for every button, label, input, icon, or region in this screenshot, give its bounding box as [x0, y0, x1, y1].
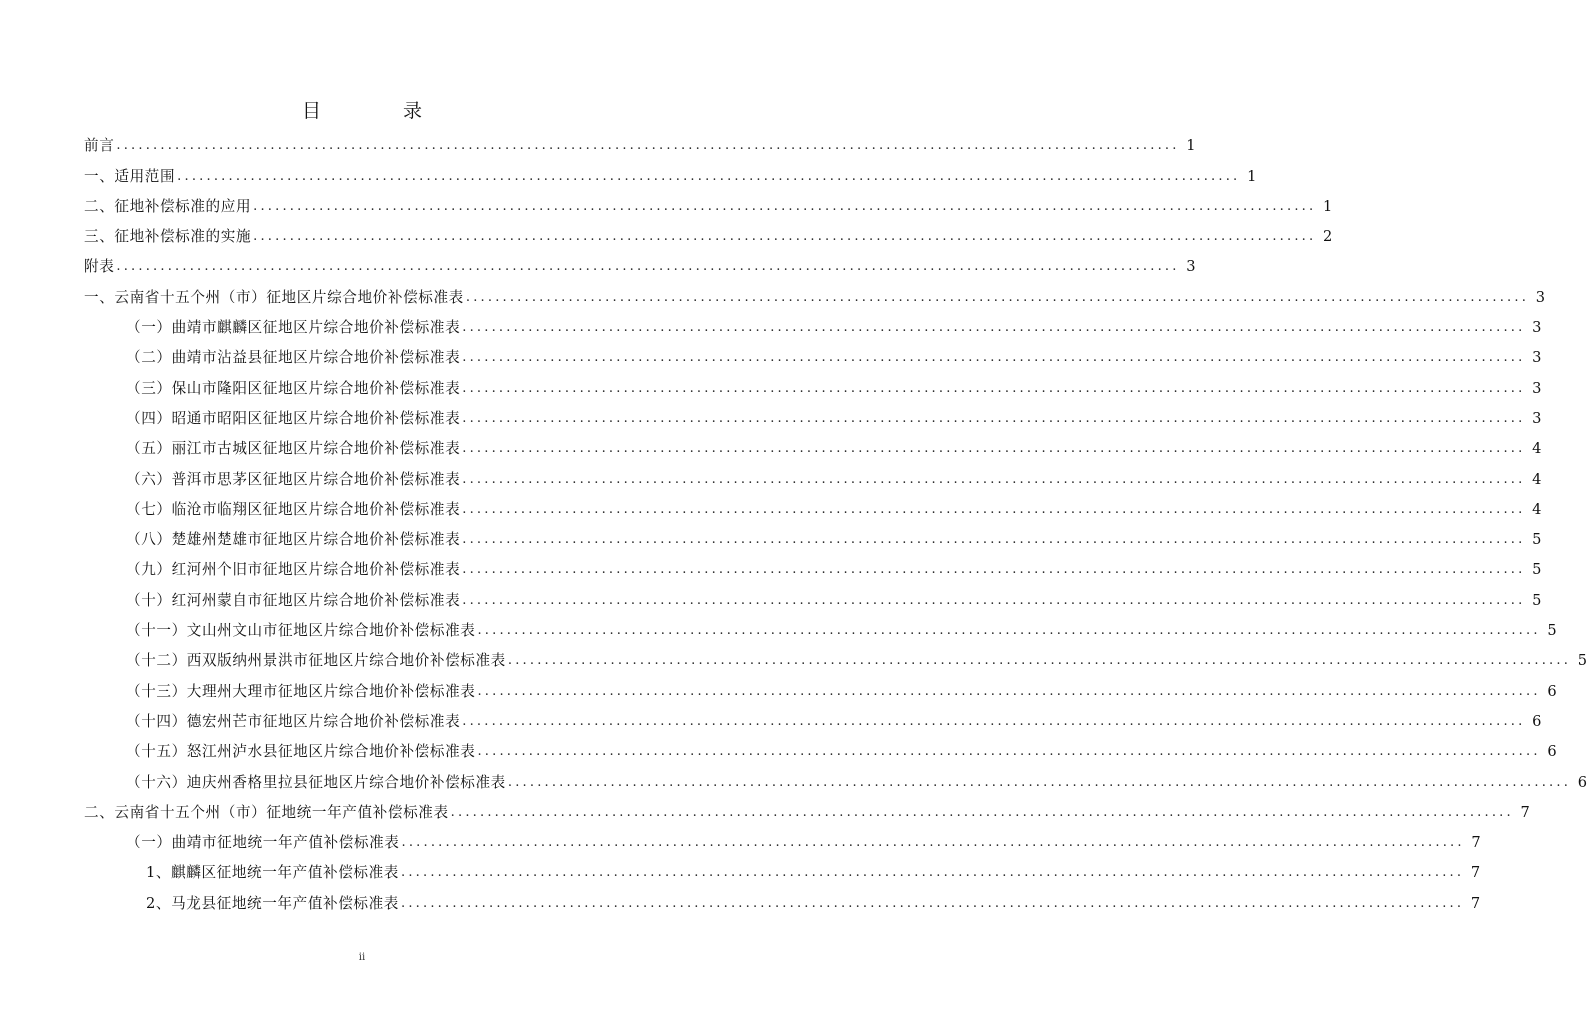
toc-dot-leader: .................................................................................................................................................: [401, 865, 1465, 881]
toc-entry[interactable]: [84, 702, 1542, 732]
toc-entry[interactable]: [84, 520, 1542, 550]
toc-dot-leader: .................................................................................................................................................: [401, 895, 1465, 911]
toc-entry-page-number: 5: [1577, 652, 1587, 670]
page-number-footer: ii: [358, 952, 366, 963]
toc-entry-page-number: 7: [1520, 803, 1530, 821]
toc-entry-label: （十四）德宏州芒市征地区片综合地价补偿标准表: [126, 712, 461, 730]
toc-entry-label: （七）临沧市临翔区征地区片综合地价补偿标准表: [126, 500, 461, 518]
toc-dot-leader: .................................................................................................................................................: [462, 380, 1526, 396]
toc-dot-leader: .................................................................................................................................................: [462, 441, 1526, 457]
toc-dot-leader: .................................................................................................................................................: [450, 804, 1514, 820]
toc-entry-page-number: 1: [1323, 197, 1333, 215]
toc-entry-page-number: 3: [1532, 349, 1542, 367]
toc-entry[interactable]: [84, 793, 1530, 823]
toc-entry-page-number: 3: [1532, 409, 1542, 427]
toc-dot-leader: .................................................................................................................................................: [462, 410, 1526, 426]
toc-entry[interactable]: [84, 671, 1557, 701]
toc-entry-page-number: 6: [1577, 773, 1587, 791]
toc-entry[interactable]: [84, 308, 1542, 338]
toc-entry[interactable]: [84, 732, 1557, 762]
toc-entry-page-number: 4: [1532, 470, 1542, 488]
toc-dot-leader: .................................................................................................................................................: [401, 835, 1465, 851]
toc-entry[interactable]: [84, 883, 1481, 913]
toc-entry-page-number: 3: [1532, 379, 1542, 397]
toc-entry[interactable]: [84, 187, 1333, 217]
toc-entry[interactable]: [84, 399, 1542, 429]
toc-dot-leader: .................................................................................................................................................: [116, 259, 1180, 275]
toc-entry[interactable]: [84, 277, 1546, 307]
toc-entry-label: 1、麒麟区征地统一年产值补偿标准表: [146, 864, 399, 882]
toc-dot-leader: .................................................................................................................................................: [253, 229, 1317, 245]
toc-entry-label: （四）昭通市昭阳区征地区片综合地价补偿标准表: [126, 409, 461, 427]
toc-entry-label: （五）丽江市古城区征地区片综合地价补偿标准表: [126, 440, 461, 458]
toc-entry[interactable]: [84, 247, 1196, 277]
toc-entry-page-number: 7: [1470, 894, 1481, 912]
toc-entry-page-number: 3: [1532, 319, 1542, 337]
toc-entry-label: 三、征地补偿标准的实施: [84, 228, 252, 246]
toc-entry-page-number: 5: [1547, 622, 1557, 640]
toc-entry-label: （十）红河州蒙自市征地区片综合地价补偿标准表: [126, 591, 461, 609]
toc-dot-leader: .................................................................................................................................................: [177, 168, 1241, 184]
toc-dot-leader: .................................................................................................................................................: [462, 501, 1526, 517]
toc-entry-label: （六）普洱市思茅区征地区片综合地价补偿标准表: [126, 470, 461, 488]
toc-entry-label: （十三）大理州大理市征地区片综合地价补偿标准表: [126, 682, 476, 700]
toc-dot-leader: .................................................................................................................................................: [477, 623, 1541, 639]
toc-entry-label: 二、征地补偿标准的应用: [84, 197, 252, 215]
toc-entry-label: （八）楚雄州楚雄市征地区片综合地价补偿标准表: [126, 531, 461, 549]
toc-entry-label: 一、适用范围: [84, 167, 176, 185]
toc-dot-leader: .................................................................................................................................................: [477, 744, 1541, 760]
toc-dot-leader: .................................................................................................................................................: [462, 713, 1526, 729]
toc-entry-page-number: 6: [1547, 743, 1557, 761]
toc-entry-label: （十六）迪庆州香格里拉县征地区片综合地价补偿标准表: [126, 773, 506, 791]
toc-entry[interactable]: [84, 459, 1542, 489]
toc-entry-page-number: 4: [1532, 440, 1542, 458]
toc-entry-label: （三）保山市隆阳区征地区片综合地价补偿标准表: [126, 379, 461, 397]
toc-entry[interactable]: [84, 611, 1557, 641]
toc-dot-leader: .................................................................................................................................................: [465, 289, 1530, 305]
toc-dot-leader: .................................................................................................................................................: [253, 198, 1317, 214]
toc-entry-page-number: 7: [1471, 834, 1481, 852]
toc-entry-label: （九）红河州个旧市征地区片综合地价补偿标准表: [126, 561, 461, 579]
toc-entry[interactable]: [84, 580, 1542, 610]
toc-entry[interactable]: [84, 126, 1196, 156]
toc-entry-page-number: 3: [1186, 258, 1196, 276]
toc-entry[interactable]: [84, 853, 1481, 883]
toc-entry-page-number: 6: [1547, 682, 1557, 700]
toc-dot-leader: .................................................................................................................................................: [116, 138, 1180, 154]
toc-entry[interactable]: [84, 762, 1587, 792]
toc-dot-leader: .................................................................................................................................................: [462, 471, 1526, 487]
toc-entry-page-number: 4: [1532, 500, 1542, 518]
toc-entry[interactable]: [84, 429, 1542, 459]
toc-entry[interactable]: [84, 490, 1542, 520]
page-title: 目 录: [301, 100, 461, 122]
toc-dot-leader: .................................................................................................................................................: [462, 320, 1526, 336]
toc-entry-label: （一）曲靖市征地统一年产值补偿标准表: [126, 834, 400, 852]
toc-entry-label: 2、马龙县征地统一年产值补偿标准表: [146, 894, 399, 912]
toc-entry-label: 二、云南省十五个州（市）征地统一年产值补偿标准表: [84, 803, 449, 821]
toc-entry[interactable]: [84, 217, 1333, 247]
toc-entry[interactable]: [84, 338, 1542, 368]
toc-entry-page-number: 5: [1532, 591, 1542, 609]
toc-entry-page-number: 1: [1186, 137, 1196, 155]
toc-entry-label: （十一）文山州文山市征地区片综合地价补偿标准表: [126, 622, 476, 640]
table-of-contents: [84, 126, 1587, 914]
toc-entry-page-number: 5: [1532, 531, 1542, 549]
toc-entry[interactable]: [84, 368, 1542, 398]
toc-dot-leader: .................................................................................................................................................: [462, 532, 1526, 548]
toc-entry-label: 一、云南省十五个州（市）征地区片综合地价补偿标准表: [84, 288, 464, 306]
toc-entry-label: 前言: [84, 137, 115, 155]
toc-entry-label: （一）曲靖市麒麟区征地区片综合地价补偿标准表: [126, 319, 461, 337]
toc-entry-label: （十五）怒江州泸水县征地区片综合地价补偿标准表: [126, 743, 476, 761]
toc-dot-leader: .................................................................................................................................................: [477, 683, 1541, 699]
toc-entry[interactable]: [84, 156, 1257, 186]
toc-entry-page-number: 7: [1470, 864, 1481, 882]
toc-dot-leader: .................................................................................................................................................: [462, 350, 1526, 366]
toc-entry-label: 附表: [84, 258, 115, 276]
toc-entry[interactable]: [84, 550, 1542, 580]
toc-entry-page-number: 6: [1532, 712, 1542, 730]
toc-dot-leader: .................................................................................................................................................: [462, 562, 1526, 578]
toc-entry-page-number: 5: [1532, 561, 1542, 579]
toc-dot-leader: .................................................................................................................................................: [507, 653, 1572, 669]
toc-entry[interactable]: [84, 823, 1481, 853]
toc-entry[interactable]: [84, 641, 1587, 671]
toc-entry-page-number: 3: [1535, 288, 1546, 306]
toc-entry-page-number: 2: [1323, 228, 1333, 246]
toc-entry-label: （十二）西双版纳州景洪市征地区片综合地价补偿标准表: [126, 652, 506, 670]
toc-dot-leader: .................................................................................................................................................: [507, 774, 1572, 790]
toc-entry-label: （二）曲靖市沾益县征地区片综合地价补偿标准表: [126, 349, 461, 367]
toc-dot-leader: .................................................................................................................................................: [462, 592, 1526, 608]
toc-entry-page-number: 1: [1247, 167, 1257, 185]
